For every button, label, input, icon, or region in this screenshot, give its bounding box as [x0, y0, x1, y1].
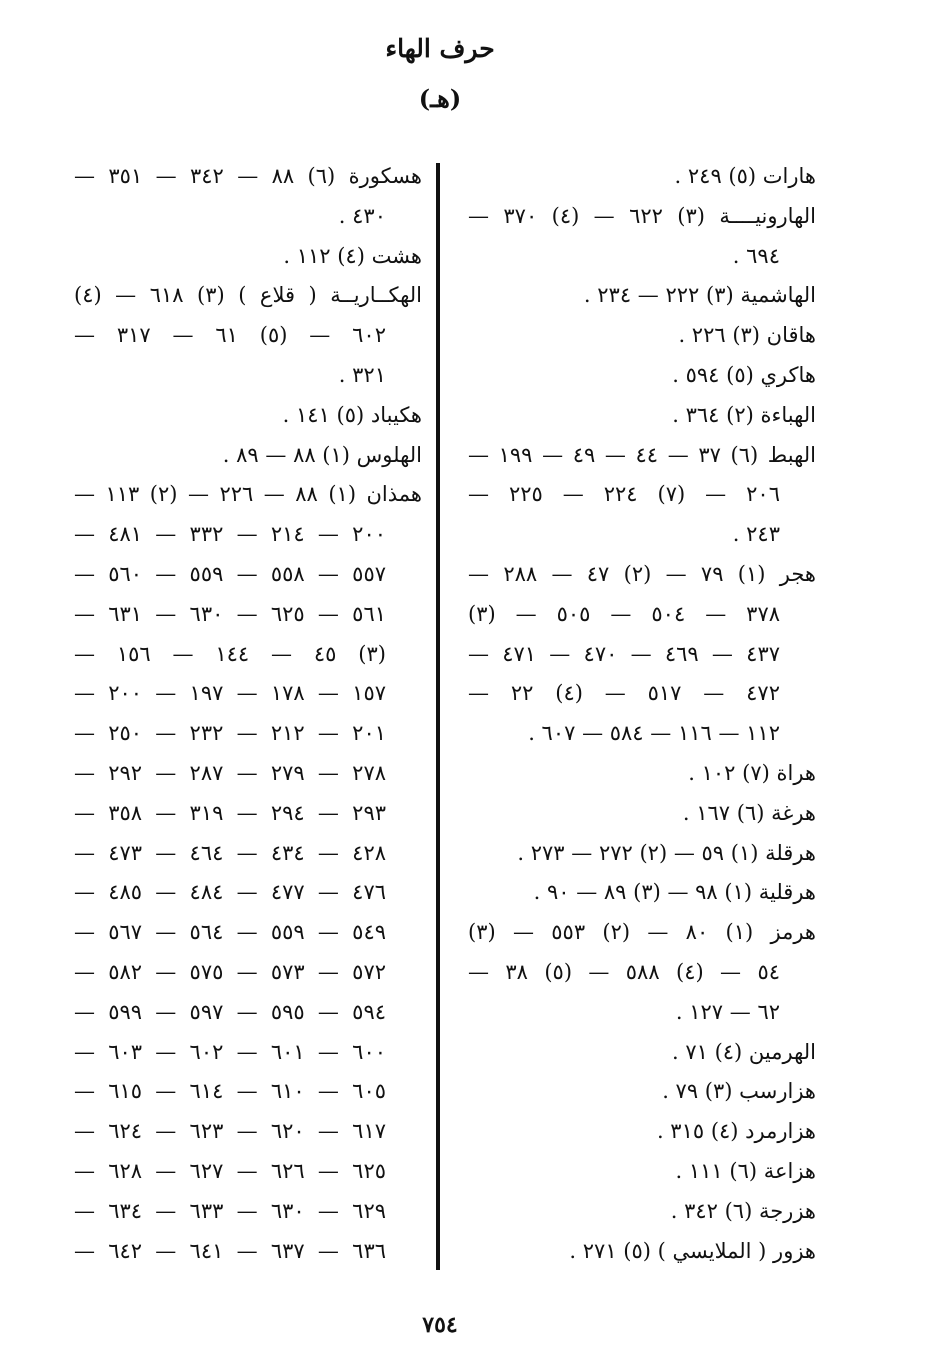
- index-entry-line: هزارسب (٣) ٧٩ .: [662, 1079, 816, 1104]
- index-entry-line: هجر (١) ٧٩ — (٢) ٤٧ — ٢٨٨ —: [468, 561, 816, 586]
- index-entry-line: ٤٧٦ — ٤٧٧ — ٤٨٤ — ٤٨٥ —: [74, 880, 387, 905]
- index-entry-line: ٢٠٠ — ٢١٤ — ٣٣٢ — ٤٨١ —: [74, 522, 387, 547]
- index-entry-line: هاقان (٣) ٢٢٦ .: [678, 323, 816, 348]
- index-entry-line: ٢٩٣ — ٢٩٤ — ٣١٩ — ٣٥٨ —: [74, 800, 387, 825]
- index-entry-line: ٦٢٥ — ٦٢٦ — ٦٢٧ — ٦٢٨ —: [74, 1158, 387, 1183]
- index-column-left: [74, 157, 422, 1271]
- index-entry-line: ٥٤ — (٤) ٥٨٨ — (٥) ٣٨ —: [468, 959, 781, 984]
- index-entry-line: هرمز (١) ٨٠ — (٢) ٥٥٣ — (٣): [468, 920, 816, 945]
- index-entry-line: ٦١٧ — ٦٢٠ — ٦٢٣ — ٦٢٤ —: [74, 1119, 387, 1144]
- index-entry-line: ٦٠٥ — ٦١٠ — ٦١٤ — ٦١٥ —: [74, 1079, 387, 1104]
- index-entry-line: هرقلة (١) ٥٩ — (٢) ٢٧٢ — ٢٧٣ .: [517, 840, 816, 865]
- index-entry-line: ٥٥٧ — ٥٥٨ — ٥٥٩ — ٥٦٠ —: [74, 561, 387, 586]
- index-entry-line: ٢٤٣ .: [732, 522, 780, 547]
- index-entry-line: ٥٦١ — ٦٢٥ — ٦٣٠ — ٦٣١ —: [74, 601, 387, 626]
- index-entry-line: ٥٩٤ — ٥٩٥ — ٥٩٧ — ٥٩٩ —: [74, 999, 387, 1024]
- index-entry-line: هسكورة (٦) ٨٨ — ٣٤٢ — ٣٥١ —: [74, 164, 422, 188]
- index-entry-line: ٦٩٤ .: [732, 243, 780, 268]
- index-entry-line: ٢٠٦ — (٧) ٢٢٤ — ٢٢٥ —: [468, 482, 780, 507]
- index-entry-line: ٢٠١ — ٢١٢ — ٢٣٢ — ٢٥٠ —: [74, 721, 387, 746]
- page-number: ٧٥٤: [422, 1312, 458, 1338]
- index-entry-line: هزارمرد (٤) ٣١٥ .: [656, 1119, 816, 1144]
- index-entry-line: هارات (٥) ٢٤٩ .: [674, 164, 816, 188]
- page-title: حرف الهاء: [385, 34, 495, 63]
- index-entry-line: الهارونيــــة (٣) ٦٢٢ — (٤) ٣٧٠ —: [468, 203, 816, 228]
- index-entry-line: ٢٧٨ — ٢٧٩ — ٢٨٧ — ٢٩٢ —: [74, 760, 387, 785]
- index-entry-line: ٦٣٦ — ٦٣٧ — ٦٤١ — ٦٤٢ —: [74, 1238, 387, 1263]
- index-entry-line: ٦٠٠ — ٦٠١ — ٦٠٢ — ٦٠٣ —: [74, 1039, 387, 1064]
- index-entry-line: الهرمين (٤) ٧١ .: [671, 1039, 816, 1064]
- index-entry-line: هراة (٧) ١٠٢ .: [688, 760, 816, 785]
- index-entry-line: ١١٢ — ١١٦ — ٥٨٤ — ٦٠٧ .: [528, 721, 780, 746]
- index-entry-line: ٣٧٨ — ٥٠٤ — ٥٠٥ — (٣): [468, 601, 781, 626]
- index-entry-line: الهاشمية (٣) ٢٢٢ — ٢٣٤ .: [583, 283, 816, 308]
- page-subtitle: (هـ): [418, 84, 462, 113]
- index-entry-line: ٤٣٧ — ٤٦٩ — ٤٧٠ — ٤٧١ —: [468, 641, 781, 666]
- index-entry-line: هرقلية (١) ٩٨ — (٣) ٨٩ — ٩٠ .: [533, 880, 816, 905]
- index-entry-line: ٦٢ — ١٢٧ .: [675, 999, 780, 1024]
- index-entry-line: الهبط (٦) ٣٧ — ٤٤ — ٤٩ — ١٩٩ —: [468, 442, 816, 467]
- index-entry-line: هزرجة (٦) ٣٤٢ .: [670, 1198, 816, 1223]
- column-divider: [436, 163, 440, 1270]
- index-entry-line: هرغة (٦) ١٦٧ .: [682, 800, 816, 825]
- index-entry-line: همذان (١) ٨٨ — ٢٢٦ — (٢) ١١٣ —: [74, 482, 422, 507]
- index-column-right: [468, 157, 816, 1271]
- index-entry-line: هزاعة (٦) ١١١ .: [675, 1158, 816, 1183]
- index-entry-line: ٣٢١ .: [338, 362, 386, 387]
- index-entry-line: هشت (٤) ١١٢ .: [283, 243, 422, 268]
- index-entry-line: هاكري (٥) ٥٩٤ .: [672, 362, 816, 387]
- index-entry-line: (٣) ٤٥ — ١٤٤ — ١٥٦ —: [74, 641, 386, 666]
- index-entry-line: ٥٧٢ — ٥٧٣ — ٥٧٥ — ٥٨٢ —: [74, 959, 387, 984]
- index-entry-line: الهكــاريــة ( قلاع ) (٣) ٦١٨ — (٤): [74, 283, 422, 308]
- index-entry-line: ١٥٧ — ١٧٨ — ١٩٧ — ٢٠٠ —: [74, 681, 387, 706]
- index-entry-line: هكيباد (٥) ١٤١ .: [282, 402, 422, 427]
- index-entry-line: الهلوس (١) ٨٨ — ٨٩ .: [222, 442, 422, 467]
- index-entry-line: ٦٢٩ — ٦٣٠ — ٦٣٣ — ٦٣٤ —: [74, 1198, 387, 1223]
- index-entry-line: ٤٧٢ — ٥١٧ — (٤) ٢٢ —: [468, 681, 780, 706]
- index-entry-line: ٤٣٠ .: [338, 203, 386, 228]
- index-entry-line: هزور ( الملايسي ) (٥) ٢٧١ .: [569, 1238, 816, 1263]
- index-entry-line: الهباءة (٢) ٣٦٤ .: [672, 402, 816, 427]
- index-entry-line: ٦٠٢ — (٥) ٦١ — ٣١٧ —: [74, 323, 386, 348]
- index-entry-line: ٥٤٩ — ٥٥٩ — ٥٦٤ — ٥٦٧ —: [74, 920, 387, 945]
- index-entry-line: ٤٢٨ — ٤٣٤ — ٤٦٤ — ٤٧٣ —: [74, 840, 387, 865]
